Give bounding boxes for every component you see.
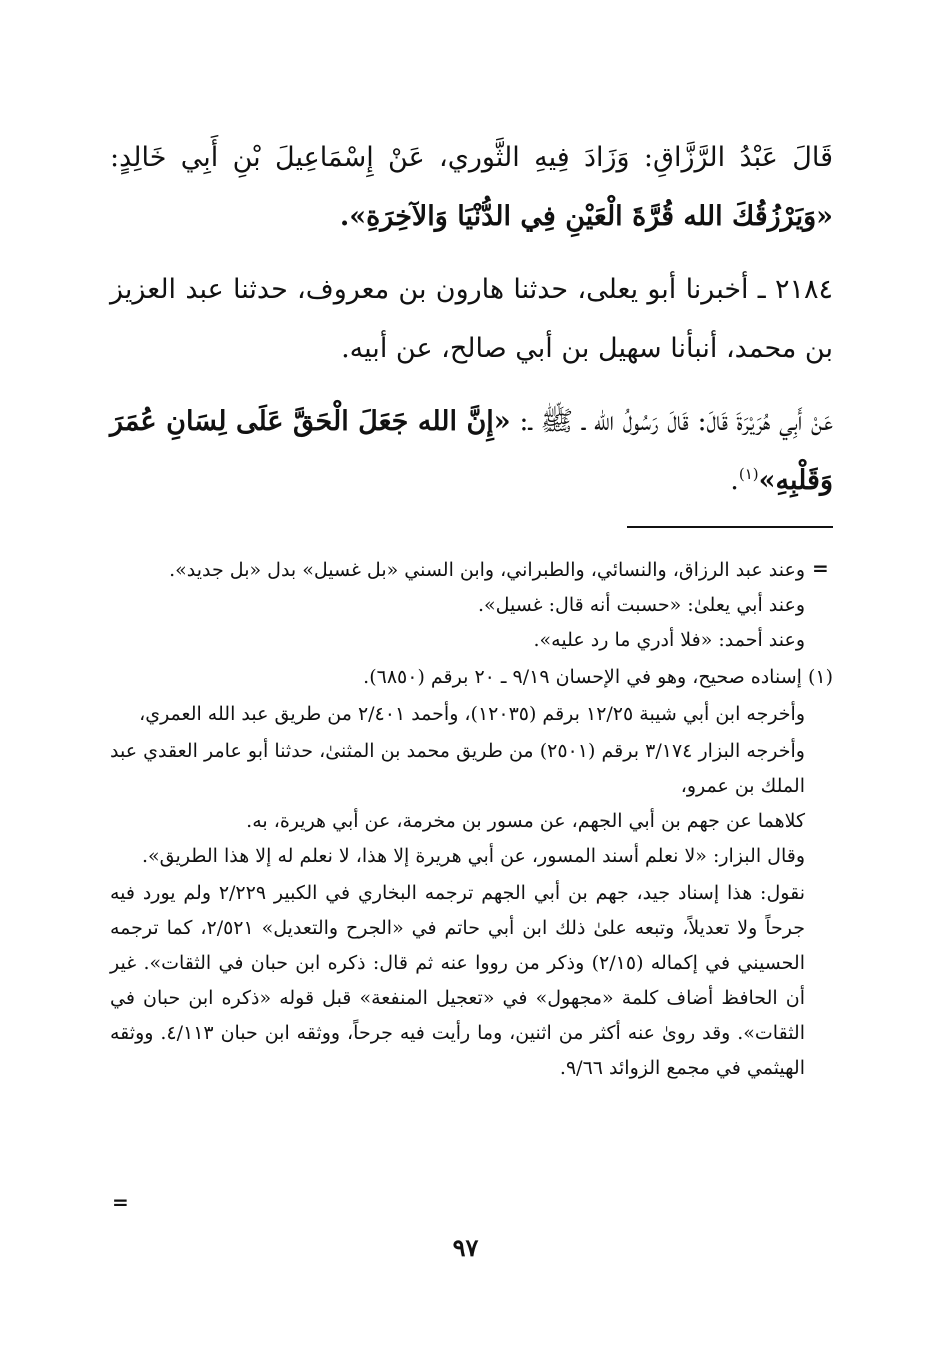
footnote-line: وعند أبي يعلىٰ: «حسبت أنه قال: غسيل». <box>477 594 805 616</box>
hadith-2184-isnad: ٢١٨٤ ـ أخبرنا أبو يعلى، حدثنا هارون بن معروف، حدثنا عبد العزيز بن محمد، أنبأنا سهيل بن أبي صالح، عن أبيه. <box>110 274 833 364</box>
footnote-line: كلاهما عن جهم بن أبي الجهم، عن مسور بن مخرمة، عن أبي هريرة، به. <box>246 810 805 832</box>
page-number: ٩٧ <box>452 1233 479 1262</box>
footnote-1: (١) إسناده صحيح، وهو في الإحسان ٩/١٩ ـ ٢٠ برقم (٦٨٥٠). <box>363 666 833 688</box>
hadith-3-end: . <box>730 465 739 496</box>
hadith-3-narration: عَنْ أَبِي هُرَيْرَةَ قَالَ: قَالَ رَسُولُ الله ـ ﷺ ـ: <box>519 406 833 437</box>
hadith-3-text: «إِنَّ الله جَعَلَ الْحَقَّ عَلَى لِسَانِ عُمَرَ وَقَلْبِهِ» <box>110 406 833 496</box>
footnote-line: وعند عبد الرزاق، والنسائي، والطبراني، وابن السني «بل غسيل» بدل «بل جديد». <box>169 559 805 581</box>
footnote-line: وقال البزار: «لا نعلم أسند المسور، عن أبي هريرة إلا هذا، لا نعلم له إلا هذا الطريق». <box>142 845 805 867</box>
hadith-paragraph-1 <box>110 128 833 246</box>
footnote-line: وأخرجه ابن أبي شيبة ١٢/٢٥ برقم (١٢٠٣٥)، وأحمد ٢/٤٠١ من طريق عبد الله العمري، <box>139 703 805 725</box>
footnote-line: وعند أحمد: «فلا أدري ما رد عليه». <box>533 629 805 651</box>
hadith-1-narration: قَالَ عَبْدُ الرَّزَّاقِ: وَزَادَ فِيهِ الثَّوري، عَنْ إِسْمَاعِيلَ بْنِ أَبِي خَالِدٍ: <box>110 142 833 173</box>
footnote-reference: (١) <box>738 465 759 483</box>
footnotes <box>110 553 833 1086</box>
hadith-1-text: «وَيَرْزُقُكَ الله قُرَّةَ الْعَيْنِ فِي الدُّنْيَا وَالآخِرَةِ». <box>339 201 833 232</box>
footnote-line: وأخرجه البزار ٣/١٧٤ برقم (٢٥٠١) من طريق محمد بن المثنىٰ، حدثنا أبو عامر العقدي عبد الملك بن عمرو، <box>110 740 805 797</box>
main-text <box>110 128 833 510</box>
footnote-line: نقول: هذا إسناد جيد، جهم بن أبي الجهم ترجمه البخاري في الكبير ٢/٢٢٩ ولم يورد فيه جرحاً ولا تعديلاً، وتبعه علىٰ ذلك ابن أبي حاتم في «الجرح والتعديل» ٢/٥٢١، كما ترجمه الحسيني في إكماله (٢/١٥) وذكر من رووا عنه ثم قال: ذكره ابن حبان في الثقات». غير أن الحافظ أضاف كلمة «مجهول» في «تعجيل المنفعة» قبل قوله «ذكره ابن حبان في الثقات». وقد روىٰ عنه أكثر من اثنين، وما رأيت فيه جرحاً، ووثقه ابن حبان ٤/١١٣. ووثقه الهيثمي في مجمع الزوائد ٩/٦٦. <box>110 882 806 1079</box>
continuation-mark-bottom: = <box>112 1190 129 1214</box>
hadith-paragraph-3 <box>110 392 833 510</box>
footnote-separator <box>627 526 833 528</box>
continuation-mark-top: = <box>812 556 829 580</box>
